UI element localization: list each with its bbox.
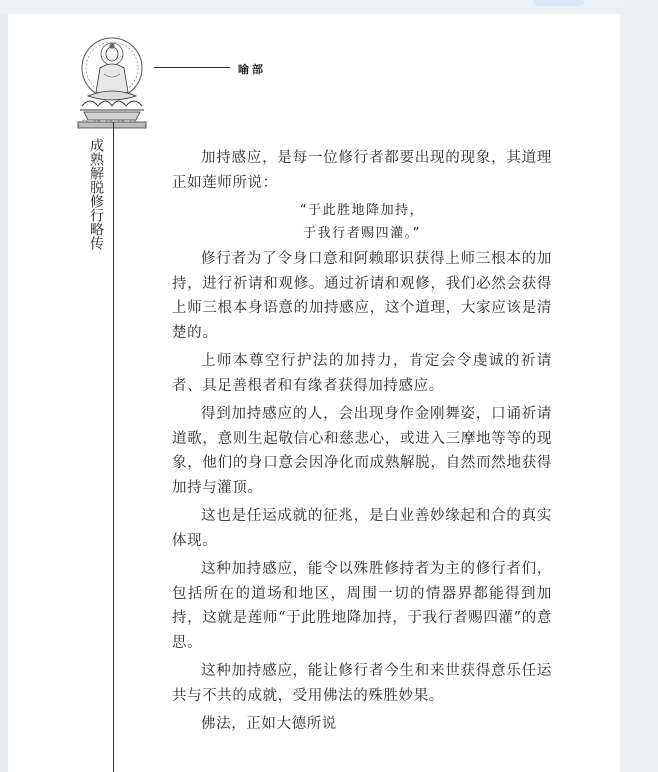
- paragraph: 这也是任运成就的征兆，是白业善妙缘起和合的真实体现。: [172, 508, 552, 549]
- book-side-title: 成熟解脱修行略传: [88, 138, 104, 250]
- main-text: [172, 146, 552, 732]
- header-rule: [154, 67, 230, 68]
- quote-line: 于我行者赐四灌。”: [303, 226, 421, 241]
- paragraph: 上师本尊空行护法的加持力，肯定会令虔诚的祈请者、具足善根者和有缘者获得加持感应。: [172, 353, 552, 394]
- viewer-tab-indicator: [533, 0, 585, 6]
- paragraph: 得到加持感应的人，会出现身作金刚舞姿，口诵祈请道歌，意则生起敬信心和慈悲心，或进入三摩地等等的现象，他们的身口意会因净化而成熟解脱，自然而然地获得加持与灌顶。: [172, 406, 552, 496]
- paragraph: 修行者为了令身口意和阿赖耶识获得上师三根本的加持，进行祈请和观修。通过祈请和观修，我们必然会获得上师三根本身语意的加持感应，这个道理，大家应该是清楚的。: [172, 251, 552, 341]
- section-label: 喻部: [238, 63, 266, 76]
- book-page: [8, 14, 620, 772]
- paragraph: 这种加持感应，能让修行者今生和来世获得意乐任运共与不共的成就，受用佛法的殊胜妙果。: [172, 663, 552, 704]
- viewer-right-gutter: [620, 0, 658, 772]
- buddha-emblem-icon: [70, 34, 154, 130]
- quote-line: “于此胜地降加持，: [299, 203, 425, 218]
- paragraph-partial: 佛法，正如大德所说: [201, 716, 337, 732]
- paragraph: 这种加持感应，能令以殊胜修持者为主的修行者们，包括所在的道场和地区，周围一切的情器界都能得到加持，这就是莲师“于此胜地降加持，于我行者赐四灌”的意思。: [172, 561, 552, 651]
- paragraph: 加持感应，是每一位修行者都要出现的现象，其道理正如莲师所说：: [172, 150, 552, 191]
- side-rule: [113, 122, 114, 772]
